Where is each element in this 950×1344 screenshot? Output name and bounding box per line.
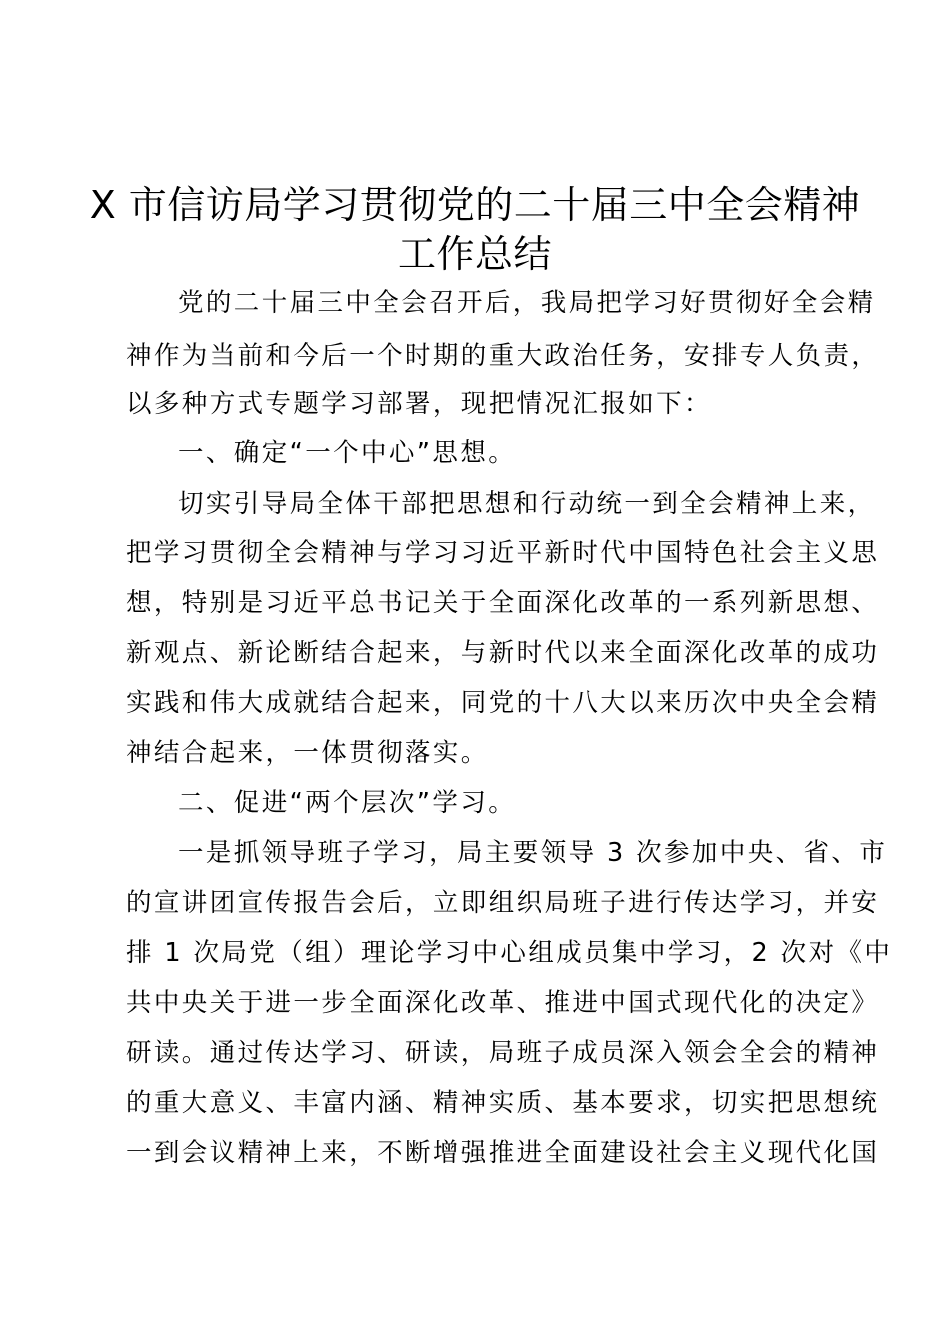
paragraph-line: 神结合起来，一体贯彻落实。 (126, 738, 489, 768)
section-heading: 二、促进“两个层次”学习。 (178, 788, 517, 818)
paragraph-line: 研读。通过传达学习、研读，局班子成员深入领会全会的精神 (126, 1038, 880, 1068)
paragraph-line: 排 1 次局党（组）理论学习中心组成员集中学习，2 次对《中 (126, 938, 893, 968)
document-title-line-1: X 市信访局学习贯彻党的二十届三中全会精神 (89, 183, 861, 227)
paragraph-line: 一是抓领导班子学习，局主要领导 3 次参加中央、省、市 (178, 838, 888, 868)
section-heading: 一、确定“一个中心”思想。 (178, 438, 517, 468)
paragraph-line: 的宣讲团宣传报告会后，立即组织局班子进行传达学习，并安 (126, 888, 880, 918)
paragraph-line: 想，特别是习近平总书记关于全面深化改革的一系列新思想、 (126, 588, 880, 618)
paragraph-line: 一到会议精神上来，不断增强推进全面建设社会主义现代化国 (126, 1138, 880, 1168)
paragraph-line: 切实引导局全体干部把思想和行动统一到全会精神上来， (178, 489, 876, 519)
paragraph-line: 党的二十届三中全会召开后，我局把学习好贯彻好全会精 (178, 288, 876, 318)
paragraph-line: 实践和伟大成就结合起来，同党的十八大以来历次中央全会精 (126, 688, 880, 718)
paragraph-line: 神作为当前和今后一个时期的重大政治任务，安排专人负责， (126, 341, 880, 371)
paragraph-line: 以多种方式专题学习部署，现把情况汇报如下： (126, 389, 712, 419)
paragraph-line: 共中央关于进一步全面深化改革、推进中国式现代化的决定》 (126, 988, 880, 1018)
paragraph-line: 把学习贯彻全会精神与学习习近平新时代中国特色社会主义思 (126, 538, 880, 568)
document-title-line-2: 工作总结 (397, 232, 552, 276)
paragraph-line: 新观点、新论断结合起来，与新时代以来全面深化改革的成功 (126, 638, 880, 668)
paragraph-line: 的重大意义、丰富内涵、精神实质、基本要求，切实把思想统 (126, 1088, 880, 1118)
